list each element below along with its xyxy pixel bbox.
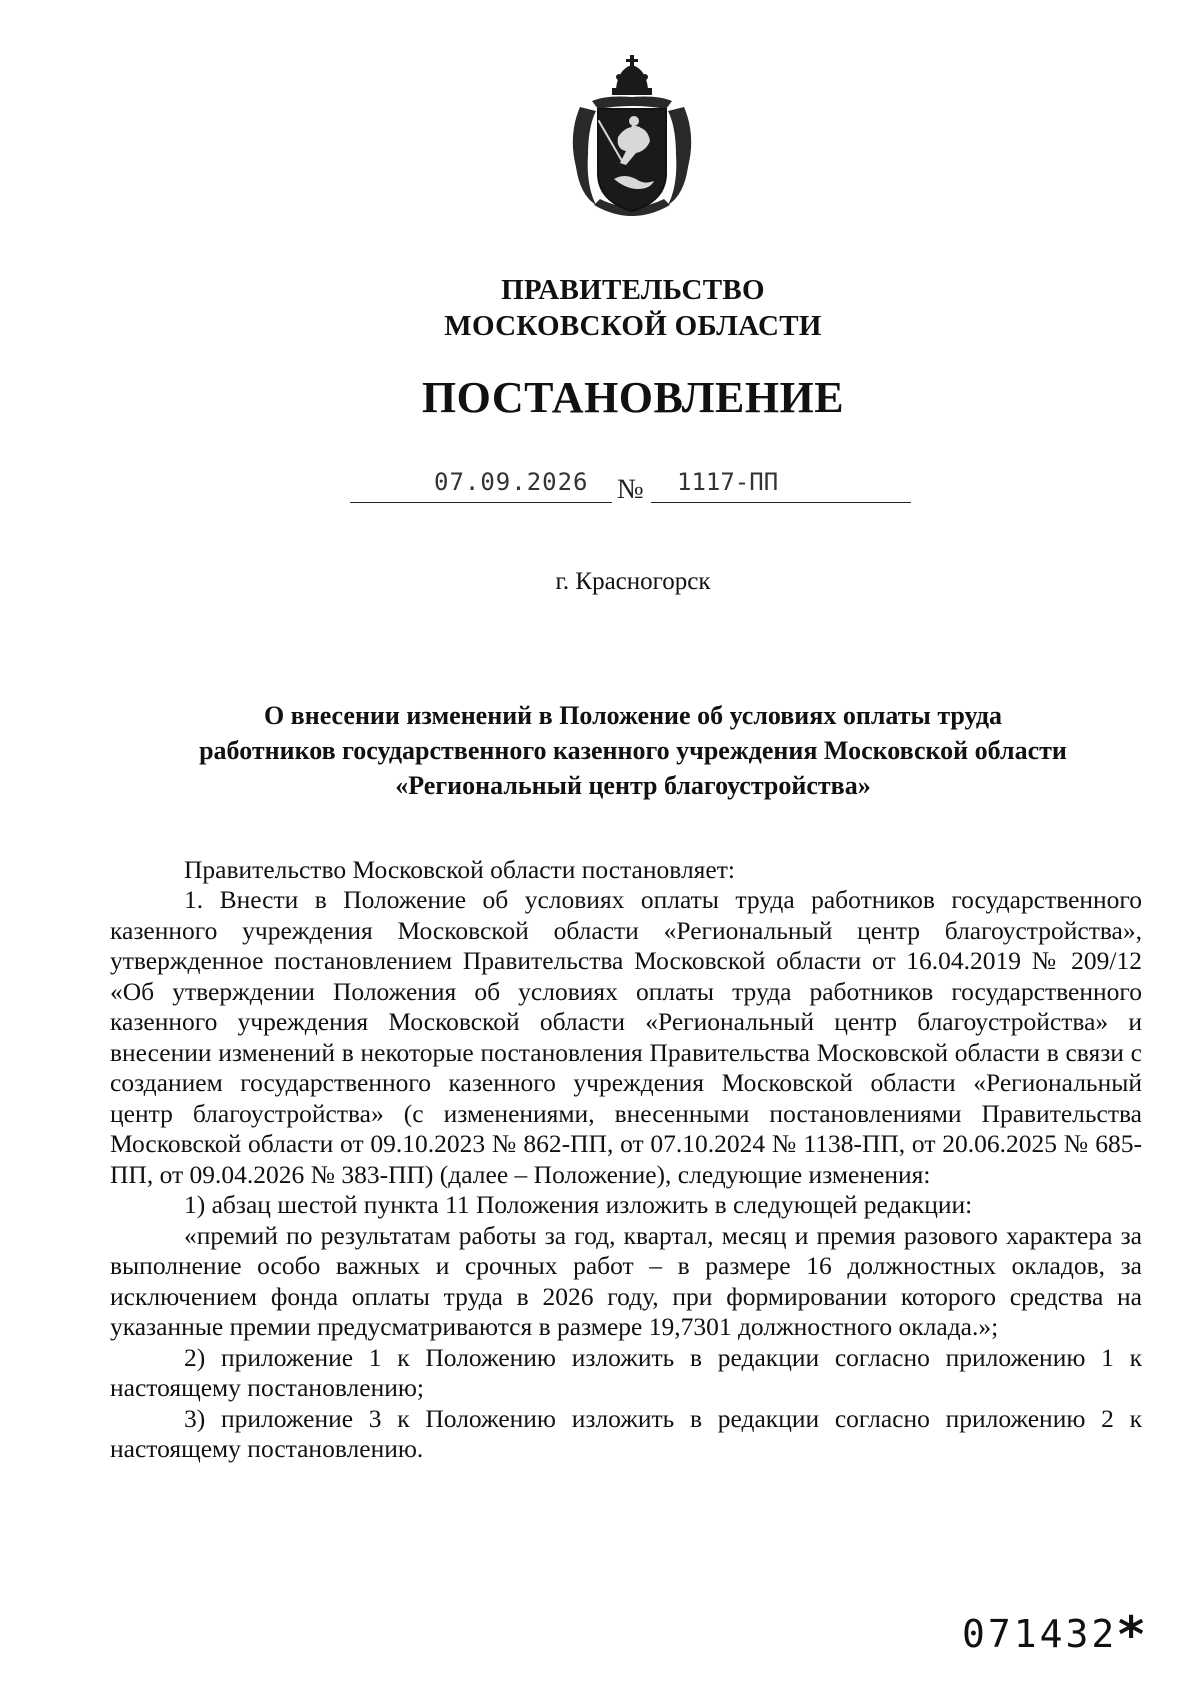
city-label: г. Красногорск xyxy=(555,568,711,595)
number-field xyxy=(651,468,911,503)
coat-of-arms-icon xyxy=(566,55,698,223)
document-subject xyxy=(100,698,1166,803)
paragraph-subitem-2: 2) приложение 1 к Положению изложить в редакции согласно приложению 1 к настоящему постановлению; xyxy=(110,1342,1142,1402)
paragraph-quote: «премий по результатам работы за год, квартал, месяц и премия разового характера за выполнение особо важных и срочных работ – в размере 16 должностных окладов, за исключением фонда оплаты труда в 2026 году, при формировании которого средства на указанные премии предусматриваются в размере 19,7301 должностного оклада.»; xyxy=(110,1220,1142,1341)
government-name-line2: МОСКОВСКОЙ ОБЛАСТИ xyxy=(444,310,822,342)
paragraph-item-1: 1. Внести в Положение об условиях оплаты труда работников государственного казенного учреждения Московской области «Региональный центр благоустройства», утвержденное постановлением Правительства Московской области от 16.04.2019 № 209/12 «Об утверждении Положения об условиях оплаты труда работников государственного казенного учреждения Московской области «Региональный центр благоустройства» и внесении изменений в некоторые постановления Правительства Московской области в связи с созданием государственного казенного учреждения Московской области «Региональный центр благоустройства» (с изменениями, внесенными постановлениями Правительства Московской области от 09.10.2023 № 862-ПП, от 07.10.2024 № 1138-ПП, от 20.06.2025 № 685-ПП, от 09.04.2026 № 383-ПП) (далее – Положение), следующие изменения: xyxy=(110,885,1142,1189)
number-sign: № xyxy=(617,474,644,505)
paragraph-subitem-3: 3) приложение 3 к Положению изложить в редакции согласно приложению 2 к настоящему постановлению. xyxy=(110,1403,1142,1463)
document-date: 07.09.2026 xyxy=(434,468,589,496)
date-field xyxy=(350,468,612,503)
body-text xyxy=(110,885,1142,1465)
government-name-line1: ПРАВИТЕЛЬСТВО xyxy=(501,274,765,306)
document-type-heading: ПОСТАНОВЛЕНИЕ xyxy=(421,373,845,422)
intro-block xyxy=(110,855,1142,886)
serial-number: 071432 xyxy=(962,1612,1118,1656)
asterisk-mark: * xyxy=(1118,1606,1145,1664)
subject-line-1: О внесении изменений в Положение об условиях оплаты труда xyxy=(263,701,1003,730)
document-number: 1117-ПП xyxy=(677,468,779,496)
intro-paragraph: Правительство Московской области постановляет: xyxy=(184,855,735,884)
paragraph-subitem-1: 1) абзац шестой пункта 11 Положения изложить в следующей редакции: xyxy=(184,1190,973,1219)
subject-line-3: «Региональный центр благоустройства» xyxy=(395,771,871,800)
subject-line-2: работников государственного казенного учреждения Московской области xyxy=(199,736,1067,765)
